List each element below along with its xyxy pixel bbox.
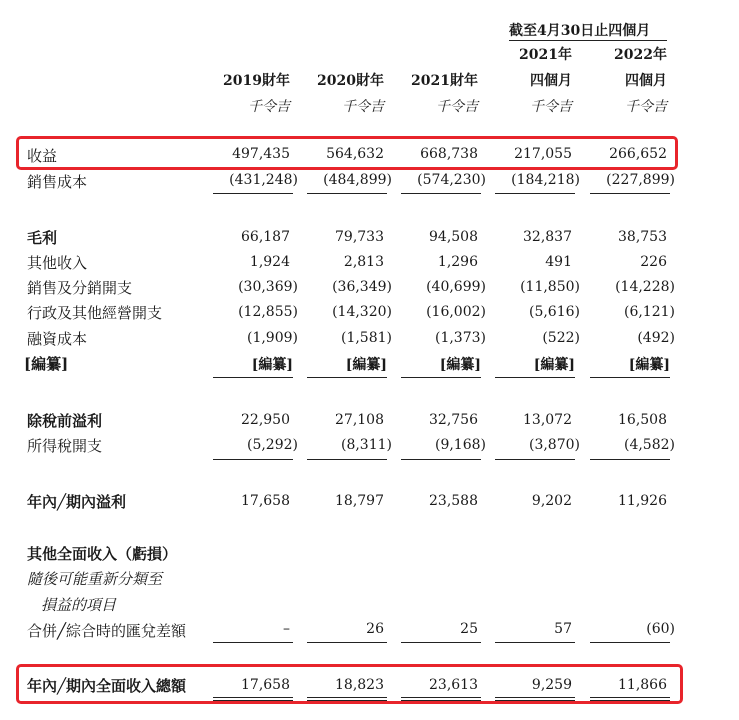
row-value: (522) — [542, 330, 580, 346]
subtotal-rule — [213, 642, 293, 643]
row-value: (30,369) — [238, 279, 298, 295]
row-value: 23,613 — [429, 677, 478, 693]
row-value: 57 — [554, 621, 572, 637]
row-label-selling-expenses: 銷售及分銷開支 — [27, 279, 133, 297]
row-value: 23,588 — [429, 493, 478, 509]
subtotal-rule — [307, 642, 387, 643]
col-4-header-line1: 2021年 — [519, 47, 572, 63]
subtotal-rule — [495, 377, 575, 378]
row-value: 38,753 — [618, 229, 667, 245]
row-value: 266,652 — [609, 146, 667, 162]
row-value: 564,632 — [326, 146, 384, 162]
row-label-other-income: 其他收入 — [27, 254, 88, 272]
row-value: 66,187 — [241, 229, 290, 245]
col-5-header-line1: 2022年 — [614, 47, 667, 63]
col-3-header: 2021財年 — [411, 73, 478, 89]
subtotal-rule — [213, 193, 293, 194]
row-label-oci-subheading-2: 損益的項目 — [41, 596, 117, 614]
highlight-box-revenue — [16, 136, 678, 170]
subtotal-rule — [401, 642, 481, 643]
subtotal-rule — [307, 377, 387, 378]
row-value: (5,616) — [528, 304, 580, 320]
row-value: [編纂] — [533, 357, 575, 373]
col-1-header: 2019財年 — [223, 73, 290, 89]
row-value: (12,855) — [238, 304, 298, 320]
row-label-cost-of-sales: 銷售成本 — [27, 173, 88, 191]
row-value: 25 — [460, 621, 478, 637]
col-3-unit: 千令吉 — [436, 99, 478, 115]
row-value: (1,909) — [246, 330, 298, 346]
row-value: 94,508 — [429, 229, 478, 245]
row-label-income-tax: 所得稅開支 — [27, 437, 103, 455]
row-value: [編纂] — [439, 357, 481, 373]
row-label-exchange-differences: 合併╱綜合時的匯兌差額 — [27, 622, 187, 640]
row-value: 226 — [640, 254, 667, 270]
row-value: 16,508 — [618, 412, 667, 428]
subtotal-rule — [307, 459, 387, 460]
row-value: 1,296 — [437, 254, 478, 270]
row-value: (484,899) — [323, 172, 392, 188]
row-value: (16,002) — [426, 304, 486, 320]
row-value: (227,899) — [606, 172, 675, 188]
row-label-total-comprehensive-income: 年內╱期內全面收入總額 — [27, 677, 187, 695]
row-value: 79,733 — [335, 229, 384, 245]
row-value: 17,658 — [241, 677, 290, 693]
row-value: (60) — [646, 621, 675, 637]
row-value: (40,699) — [426, 279, 486, 295]
period-caption: 截至4月30日止四個月 — [509, 23, 651, 39]
subtotal-rule — [213, 459, 293, 460]
col-4-unit: 千令吉 — [530, 99, 572, 115]
subtotal-rule — [590, 459, 670, 460]
row-value: 217,055 — [514, 146, 572, 162]
row-value: (184,218) — [511, 172, 580, 188]
row-value: 2,813 — [343, 254, 384, 270]
row-value: 9,202 — [531, 493, 572, 509]
row-value: 26 — [366, 621, 384, 637]
subtotal-rule — [495, 459, 575, 460]
col-5-header-line2: 四個月 — [625, 73, 667, 89]
row-label-oci-heading: 其他全面收入（虧損） — [27, 545, 178, 563]
subtotal-rule — [401, 193, 481, 194]
row-value: [編纂] — [628, 357, 670, 373]
row-value: (14,228) — [615, 279, 675, 295]
row-value: 18,797 — [335, 493, 384, 509]
row-value: (1,581) — [340, 330, 392, 346]
row-value: [編纂] — [345, 357, 387, 373]
row-value: 668,738 — [420, 146, 478, 162]
row-value: 32,756 — [429, 412, 478, 428]
row-value: [編纂] — [251, 357, 293, 373]
row-value: (5,292) — [246, 437, 298, 453]
row-value: (431,248) — [229, 172, 298, 188]
col-2-header: 2020財年 — [317, 73, 384, 89]
row-label-gross-profit: 毛利 — [27, 229, 58, 247]
row-value: 13,072 — [523, 412, 572, 428]
col-2-unit: 千令吉 — [342, 99, 384, 115]
row-label-redacted: [編纂] — [24, 355, 69, 373]
row-value: 9,259 — [531, 677, 572, 693]
row-value: (14,320) — [332, 304, 392, 320]
highlight-box-total-comprehensive-income — [16, 664, 683, 704]
row-label-admin-expenses: 行政及其他經營開支 — [27, 304, 163, 322]
subtotal-rule — [495, 642, 575, 643]
row-value: (36,349) — [332, 279, 392, 295]
row-value: 11,866 — [618, 677, 667, 693]
subtotal-rule — [401, 459, 481, 460]
row-label-oci-subheading: 隨後可能重新分類至 — [27, 570, 163, 588]
row-value: (1,373) — [434, 330, 486, 346]
row-value: 497,435 — [232, 146, 290, 162]
row-value: 22,950 — [241, 412, 290, 428]
row-value: (4,582) — [623, 437, 675, 453]
row-value: 32,837 — [523, 229, 572, 245]
col-1-unit: 千令吉 — [248, 99, 290, 115]
row-value: 11,926 — [618, 493, 667, 509]
row-label-profit-before-tax: 除稅前溢利 — [27, 412, 103, 430]
row-label-finance-costs: 融資成本 — [27, 330, 88, 348]
row-value: (11,850) — [520, 279, 580, 295]
col-5-unit: 千令吉 — [625, 99, 667, 115]
subtotal-rule — [401, 377, 481, 378]
row-value: 1,924 — [249, 254, 290, 270]
row-label-revenue: 收益 — [27, 147, 58, 165]
row-value: (9,168) — [434, 437, 486, 453]
period-caption-rule — [509, 40, 667, 41]
row-value: 491 — [545, 254, 572, 270]
row-value: (8,311) — [340, 437, 392, 453]
subtotal-rule — [590, 193, 670, 194]
row-value: (6,121) — [623, 304, 675, 320]
col-4-header-line2: 四個月 — [530, 73, 572, 89]
row-value: (492) — [637, 330, 675, 346]
row-value: 27,108 — [335, 412, 384, 428]
row-value: (574,230) — [417, 172, 486, 188]
row-value: (3,870) — [528, 437, 580, 453]
row-value: – — [283, 621, 290, 637]
subtotal-rule — [495, 193, 575, 194]
subtotal-rule — [213, 377, 293, 378]
subtotal-rule — [590, 642, 670, 643]
row-label-profit-for-period: 年內╱期內溢利 — [27, 493, 127, 511]
subtotal-rule — [590, 377, 670, 378]
subtotal-rule — [307, 193, 387, 194]
row-value: 18,823 — [335, 677, 384, 693]
row-value: 17,658 — [241, 493, 290, 509]
